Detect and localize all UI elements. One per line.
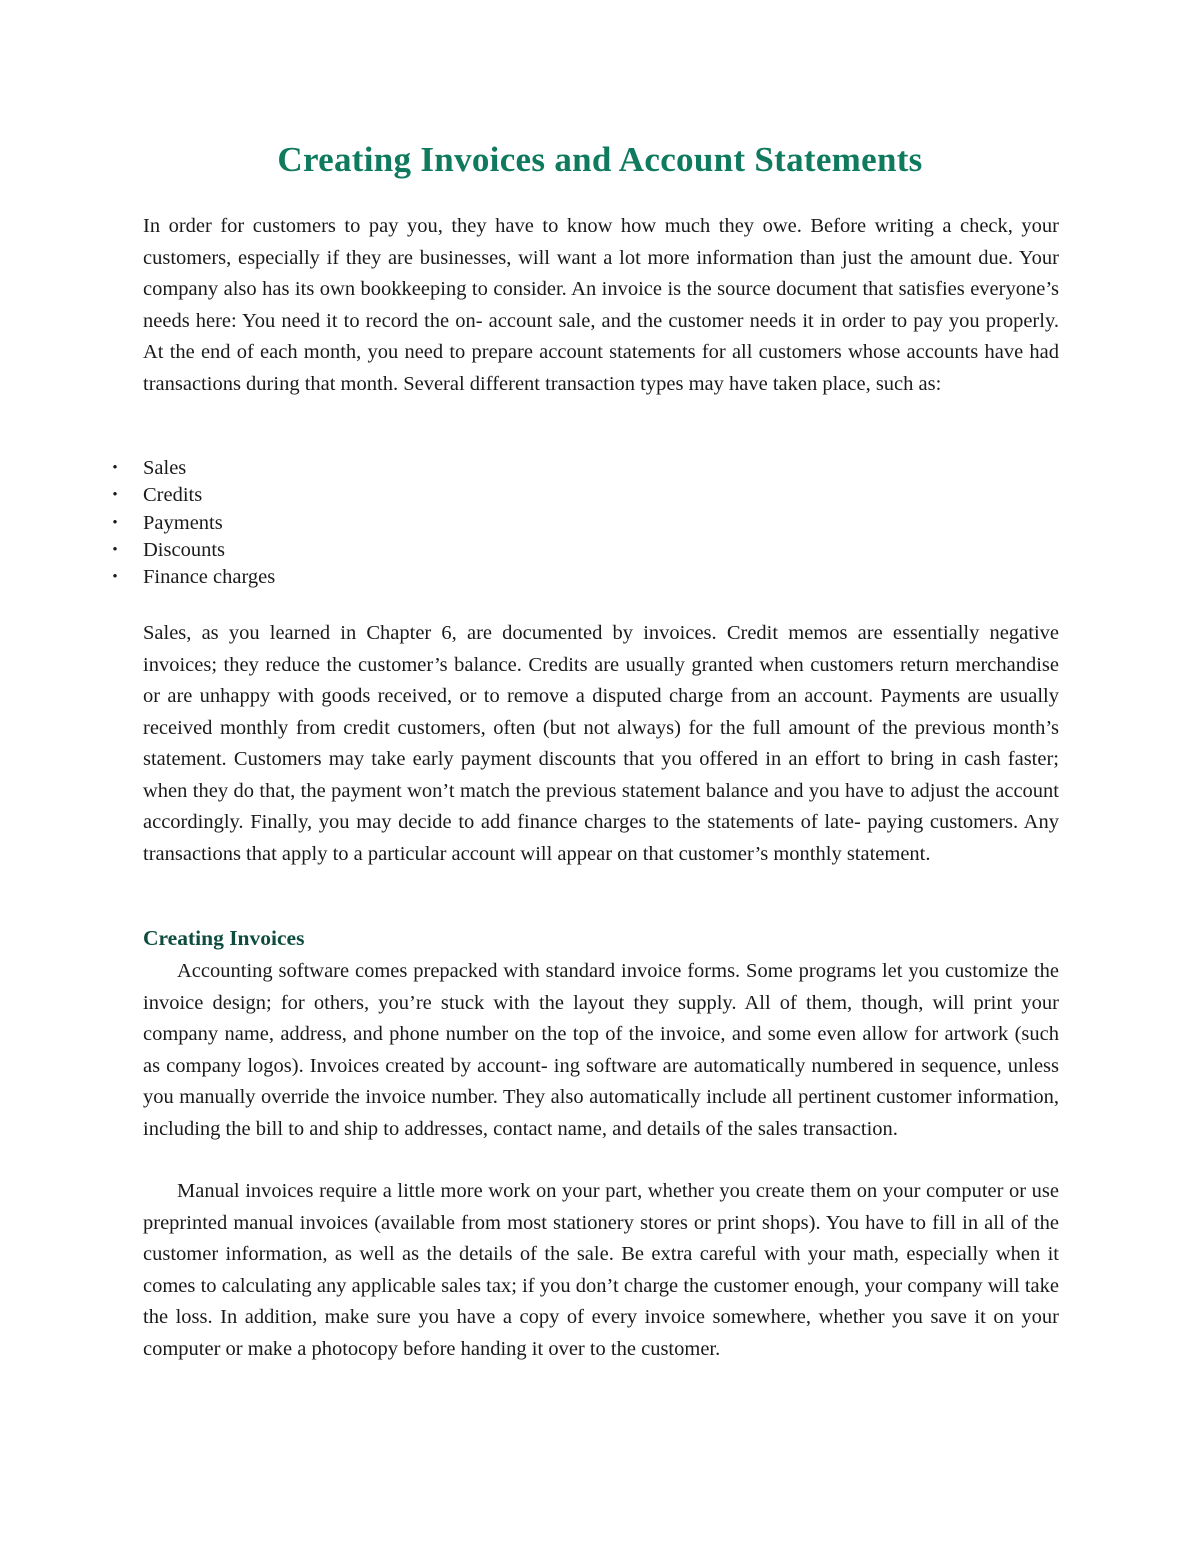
section-paragraph-1: Accounting software comes prepacked with standard invoice forms. Some programs let you customize the invoice design; for others, you’re stuck with the layout they supply. All of them, though, will print your company name, address, and phone number on the top of the invoice, and some even allow for artwork (such as company logos). Invoices created by account- ing software are automatically numbered in sequence, unless you manually override the invoice number. They also automatically include all pertinent customer information, including the bill to and ship to addresses, contact name, and details of the sales transaction. [143,960,1059,1140]
list-item-label: Credits [143,484,203,507]
intro-paragraph: In order for customers to pay you, they have to know how much they owe. Before writing a check, your customers, especially if they are businesses, will want a lot more information than just the amount due. Your company also has its own bookkeeping to consider. An invoice is the source document that satisfies everyone’s needs here: You need it to record the on- account sale, and the customer needs it in order to pay you properly. At the end of each month, you need to prepare account statements for all customers whose accounts have had transactions during that month. Several different transaction types may have taken place, such as: [143,215,1059,395]
list-item [108,510,708,537]
explanation-paragraph: Sales, as you learned in Chapter 6, are documented by invoices. Credit memos are essentially negative invoices; they reduce the customer’s balance. Credits are usually granted when customers return merchandise or are unhappy with goods received, or to remove a disputed charge from an account. Payments are usually received monthly from credit customers, often (but not always) for the full amount of the previous month’s statement. Customers may take early payment discounts that you offered in an effort to bring in cash faster; when they do that, the payment won’t match the previous statement balance and you have to adjust the account accordingly. Finally, you may decide to add finance charges to the statements of late- paying customers. Any transactions that apply to a particular account will appear on that customer’s monthly statement. [143,622,1059,865]
list-item [108,455,708,482]
bullet-icon: • [112,569,118,586]
list-item-label: Discounts [143,538,225,561]
list-item-label: Sales [143,457,187,479]
page-title: Creating Invoices and Account Statements [277,140,923,179]
section-heading: Creating Invoices [143,926,305,950]
list-item [108,482,708,509]
transaction-types-list [108,455,708,591]
bullet-icon: • [112,460,118,476]
list-item [108,564,708,591]
list-item-label: Finance charges [143,566,276,589]
bullet-icon: • [112,514,118,531]
list-item [108,537,708,564]
list-item-label: Payments [143,511,223,534]
bullet-icon: • [112,541,118,558]
section-paragraph-2: Manual invoices require a little more work on your part, whether you create them on your computer or use preprinted manual invoices (available from most stationery stores or print shops). You have to fill in all of the customer information, as well as the details of the sale. Be extra careful with your math, especially when it comes to calculating any applicable sales tax; if you don’t charge the customer enough, your company will take the loss. In addition, make sure you have a copy of every invoice somewhere, whether you save it on your computer or make a photocopy before handing it over to the customer. [143,1180,1059,1360]
bullet-icon: • [112,487,118,504]
